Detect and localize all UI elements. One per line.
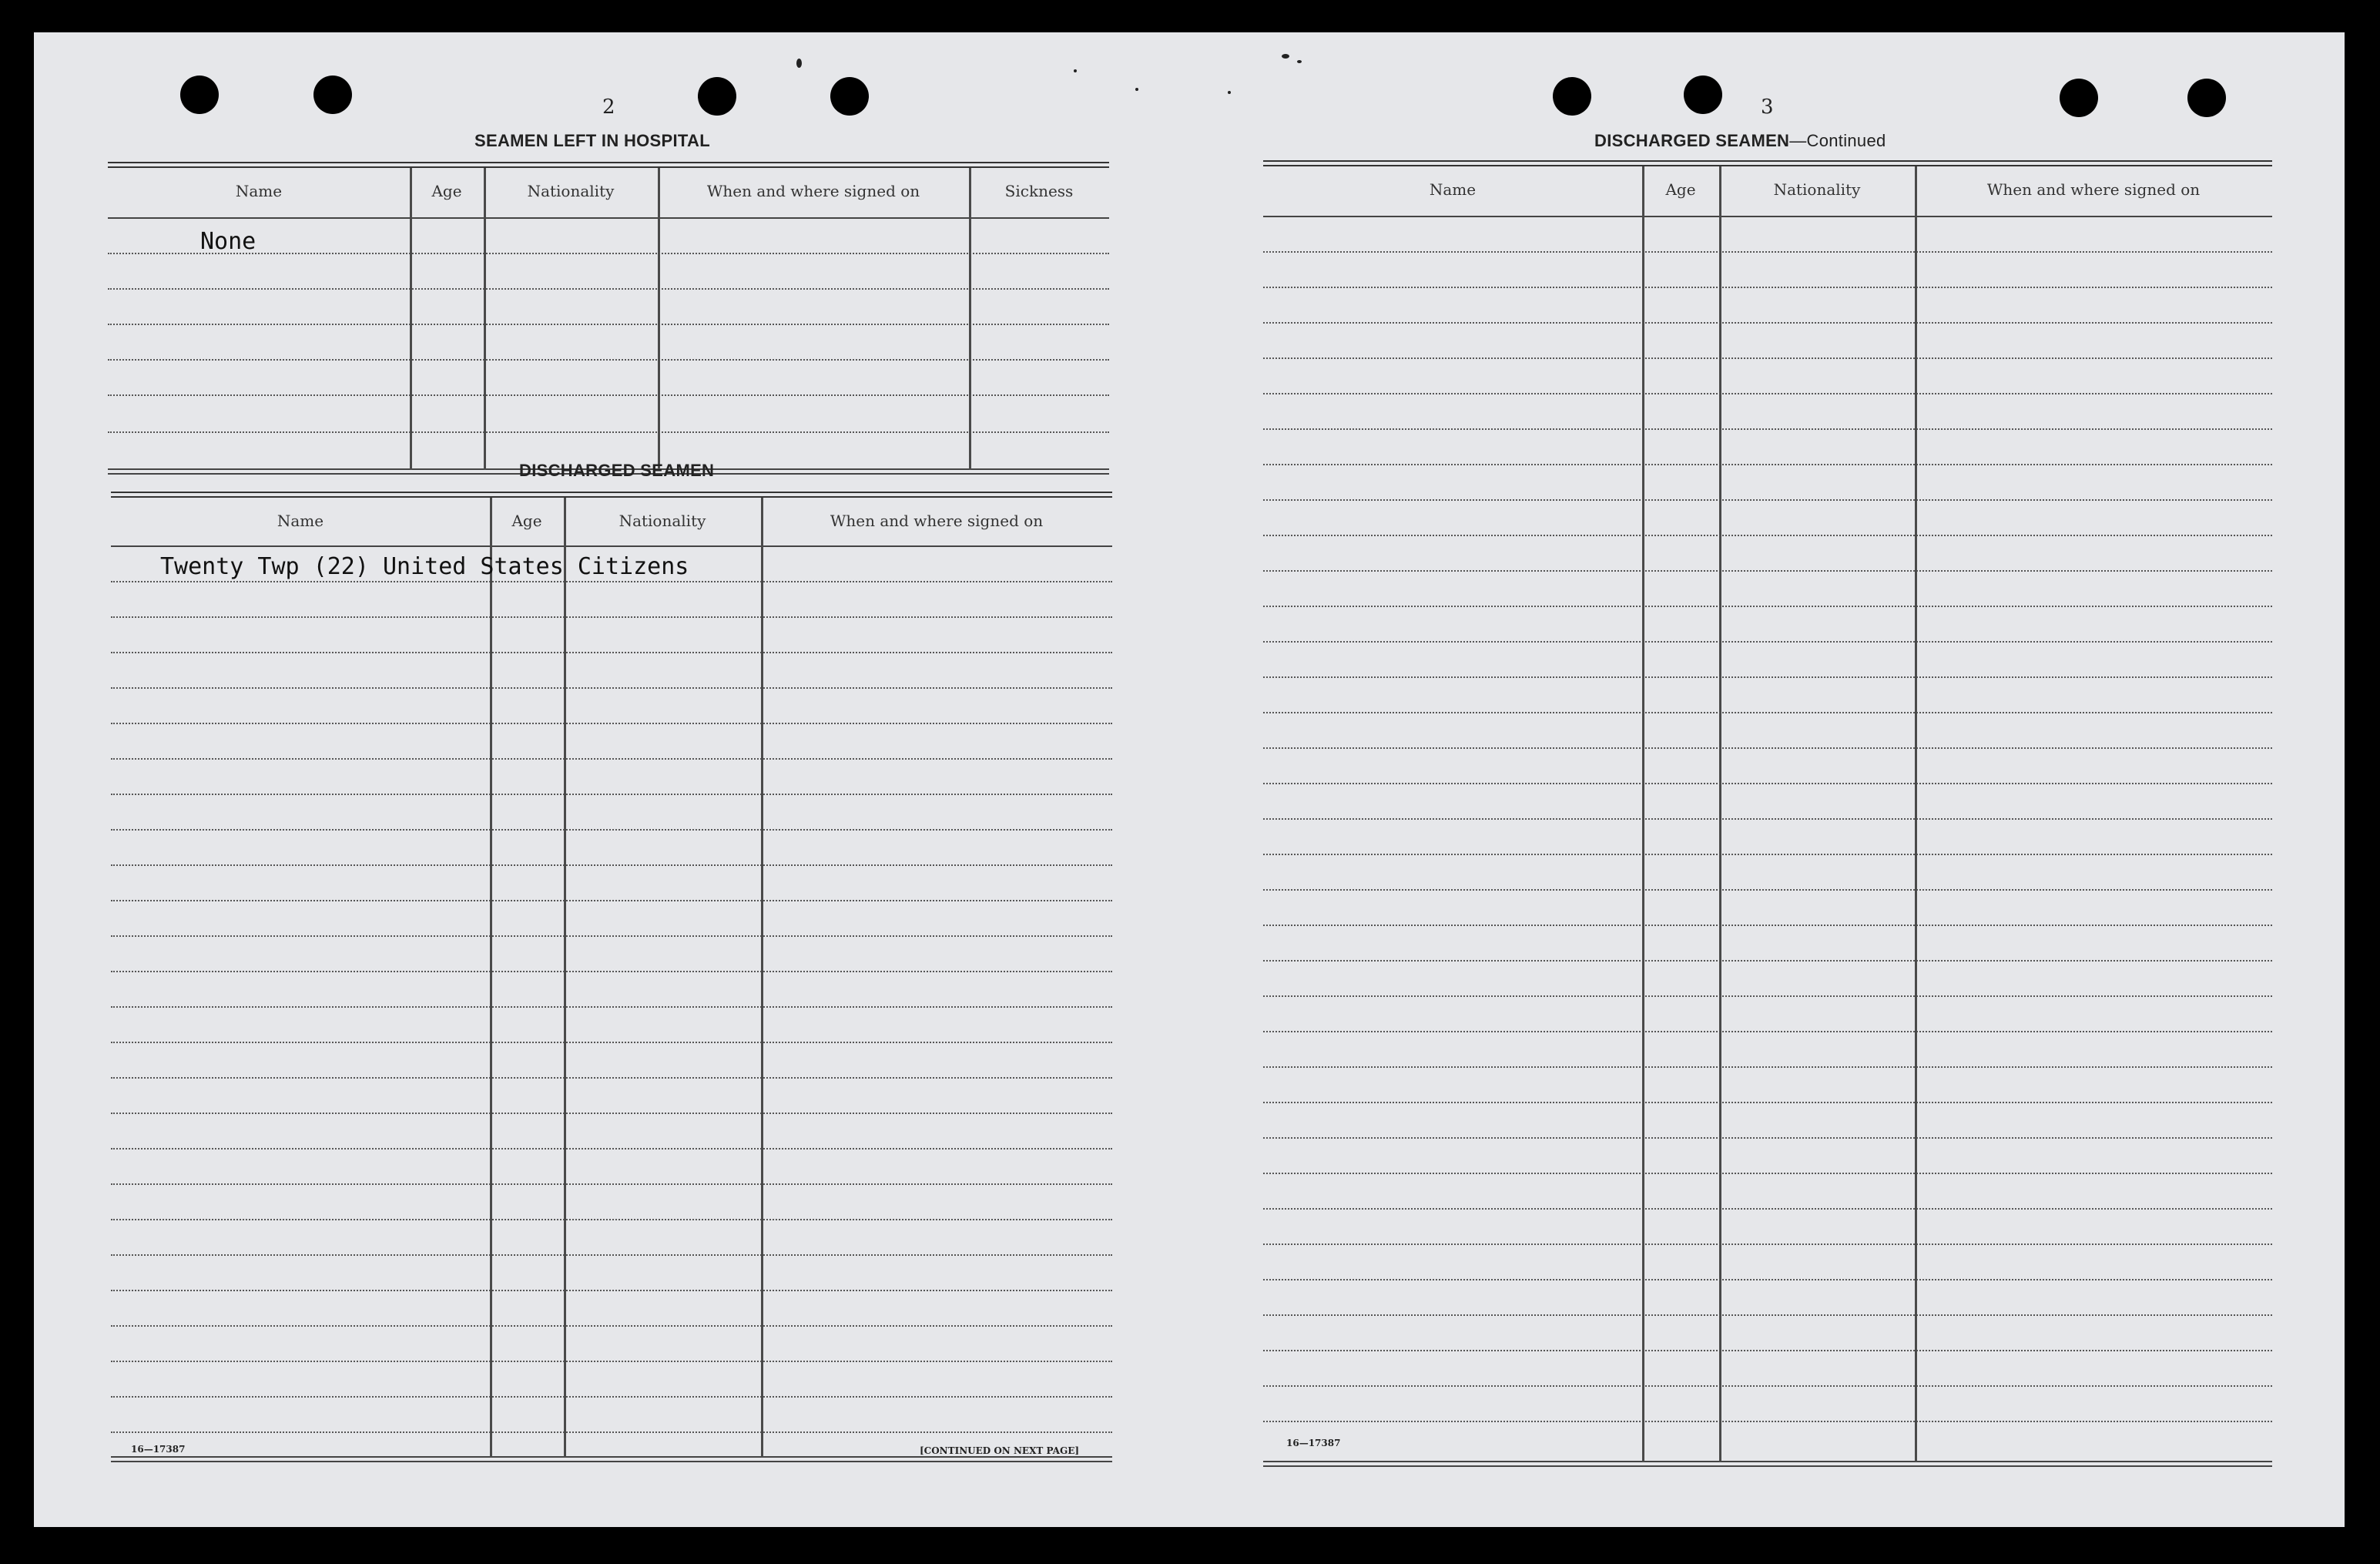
punch-hole — [830, 77, 869, 116]
discharged-section-title: DISCHARGED SEAMEN — [519, 461, 715, 480]
discharged-continued-title — [1594, 131, 1886, 151]
form-number: 16—17387 — [1286, 1438, 1341, 1448]
scan-speck — [1074, 69, 1077, 72]
document-spread — [34, 32, 2345, 1527]
discharged-continued-table — [1263, 160, 2272, 1475]
scan-speck — [796, 59, 802, 68]
punch-hole — [698, 77, 736, 116]
column-header-signed-on: When and where signed on — [830, 512, 1044, 530]
column-header-name: Name — [277, 512, 324, 530]
column-header-age: Age — [431, 182, 462, 200]
column-header-nationality: Nationality — [527, 182, 615, 200]
punch-hole — [180, 76, 219, 114]
scan-speck — [1228, 91, 1231, 94]
discharged-table — [111, 492, 1112, 1473]
continued-suffix: —Continued — [1789, 131, 1886, 150]
punch-hole — [1684, 76, 1722, 114]
page-number: 2 — [602, 96, 615, 119]
discharged-title-text: DISCHARGED SEAMEN — [1594, 131, 1790, 150]
discharged-entry: Twenty Twp (22) United States Citizens — [160, 553, 689, 580]
column-header-signed-on: When and where signed on — [1986, 180, 2201, 199]
column-header-name: Name — [235, 182, 283, 200]
column-header-signed-on: When and where signed on — [706, 182, 920, 200]
punch-hole — [2060, 79, 2098, 117]
column-header-nationality: Nationality — [1773, 180, 1861, 199]
column-header-nationality: Nationality — [618, 512, 706, 530]
form-number: 16—17387 — [131, 1444, 186, 1455]
hospital-entry: None — [200, 228, 256, 255]
column-header-sickness: Sickness — [1004, 182, 1074, 200]
scan-speck — [1135, 88, 1138, 91]
punch-hole — [2187, 79, 2226, 117]
page-number: 3 — [1761, 96, 1774, 119]
punch-hole — [313, 76, 352, 114]
scan-speck — [1282, 54, 1289, 59]
hospital-table — [108, 162, 1109, 479]
hospital-section-title: SEAMEN LEFT IN HOSPITAL — [474, 131, 710, 150]
column-header-name: Name — [1429, 180, 1477, 199]
punch-hole — [1553, 77, 1591, 116]
column-header-age: Age — [511, 512, 542, 530]
continued-note: [CONTINUED ON NEXT PAGE] — [920, 1445, 1080, 1456]
scan-speck — [1297, 60, 1302, 63]
column-header-age: Age — [1665, 180, 1696, 199]
